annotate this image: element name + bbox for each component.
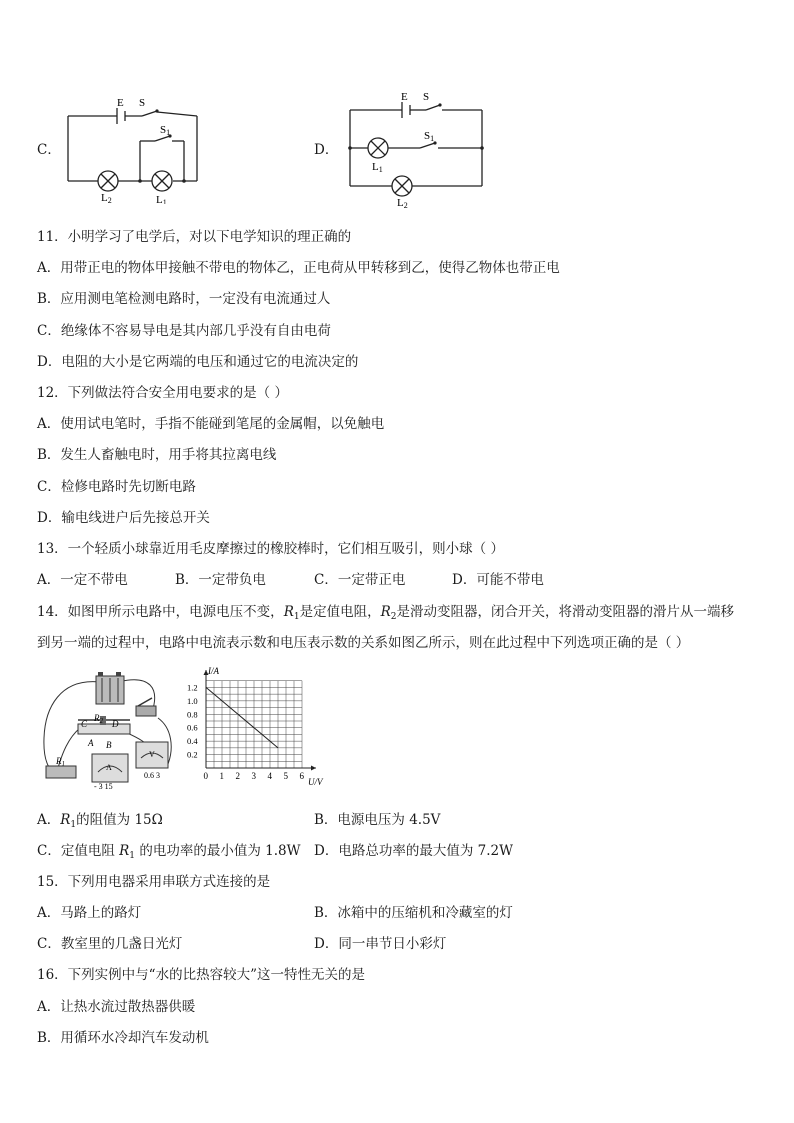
x-tick-label: 5 bbox=[283, 771, 288, 781]
x-axis-arrow bbox=[311, 766, 316, 771]
label-s: S bbox=[423, 91, 430, 103]
label-s1: S1 bbox=[424, 130, 435, 143]
q13-option-d: D．可能不带电 bbox=[452, 572, 544, 588]
q16-option-a: A．让热水流过散热器供暖 bbox=[37, 999, 196, 1015]
x-axis-label: U/V bbox=[308, 777, 323, 787]
q11-option-d: D．电阻的大小是它两端的电压和通过它的电流决定的 bbox=[37, 354, 359, 370]
series-line-0 bbox=[206, 687, 278, 747]
q12-option-a: A．使用试电笔时，手指不能碰到笔尾的金属帽，以免触电 bbox=[37, 416, 385, 432]
y-tick-label: 0.8 bbox=[187, 709, 198, 720]
circuit-apparatus-figure bbox=[40, 668, 180, 790]
label-l2: L2 bbox=[397, 197, 408, 210]
q14-option-a: A．$R_1$的阻值为 15Ω bbox=[37, 812, 163, 830]
circuit-diagram-c bbox=[60, 92, 210, 204]
q16-option-b: B．用循环水冷却汽车发动机 bbox=[37, 1030, 209, 1046]
label-l1: L1 bbox=[372, 161, 383, 174]
y-tick-label: 0.2 bbox=[187, 749, 198, 760]
label-r1: $R_1$ bbox=[56, 756, 65, 768]
option-c-label: C． bbox=[37, 142, 61, 158]
q12-option-c: C．检修电路时先切断电路 bbox=[37, 479, 196, 495]
y-tick-label: 1.0 bbox=[187, 695, 198, 706]
label-r2: $R_2$ bbox=[94, 713, 103, 725]
x-tick-label: 3 bbox=[251, 771, 256, 781]
q15-option-c: C．教室里的几盏日光灯 bbox=[37, 936, 183, 952]
q11-option-c: C．绝缘体不容易导电是其内部几乎没有自由电荷 bbox=[37, 323, 331, 339]
label-d: D bbox=[112, 719, 119, 729]
q11-option-a: A．用带正电的物体甲接触不带电的物体乙，正电荷从甲转移到乙，使得乙物体也带正电 bbox=[37, 260, 560, 276]
x-tick-label: 4 bbox=[267, 771, 272, 781]
x-tick-label: 1 bbox=[219, 771, 224, 781]
q12-option-d: D．输电线进户后先接总开关 bbox=[37, 510, 210, 526]
q14-stem-line1: 14．如图甲所示电路中，电源电压不变，$R_1$是定值电阻，$R_2$是滑动变阻器，闭合开关，将滑动变阻器的滑片从一端移 bbox=[37, 604, 734, 622]
label-c: C bbox=[81, 719, 88, 729]
q13-option-b: B．一定带负电 bbox=[175, 572, 266, 588]
ammeter-symbol: A bbox=[106, 763, 112, 772]
label-l1: L1 bbox=[156, 194, 167, 204]
q14-option-c: C．定值电阻 $R_1$ 的电功率的最小值为 1.8W bbox=[37, 843, 301, 861]
q15-stem: 15．下列用电器采用串联方式连接的是 bbox=[37, 874, 271, 890]
q15-option-d: D．同一串节日小彩灯 bbox=[314, 936, 447, 952]
q12-option-b: B．发生人畜触电时，用手将其拉离电线 bbox=[37, 447, 277, 463]
graph-axes bbox=[204, 670, 317, 771]
x-tick-label: 6 bbox=[299, 771, 304, 781]
voltmeter-scale: 0.6 3 bbox=[144, 771, 160, 780]
label-s: S bbox=[139, 97, 146, 109]
label-b: B bbox=[106, 740, 112, 750]
y-axis-label: I/A bbox=[208, 666, 219, 676]
iu-graph bbox=[184, 664, 334, 788]
x-tick-label: 0 bbox=[203, 771, 208, 781]
voltmeter-symbol: V bbox=[149, 750, 155, 759]
q13-option-c: C．一定带正电 bbox=[314, 572, 406, 588]
q11-option-b: B．应用测电笔检测电路时，一定没有电流通过人 bbox=[37, 291, 331, 307]
option-d-label: D． bbox=[314, 142, 339, 158]
q11-stem: 11．小明学习了电学后，对以下电学知识的理正确的 bbox=[37, 229, 352, 245]
circuit-diagram-d bbox=[340, 88, 500, 210]
y-tick-label: 0.6 bbox=[187, 722, 198, 733]
y-tick-label: 0.4 bbox=[187, 736, 198, 747]
label-a: A bbox=[88, 738, 94, 748]
q14-stem-line2: 到另一端的过程中，电路中电流表示数和电压表示数的关系如图乙所示，则在此过程中下列选项正确的是（ ） bbox=[37, 635, 690, 651]
x-tick-label: 2 bbox=[235, 771, 240, 781]
q13-stem: 13．一个轻质小球靠近用毛皮摩擦过的橡胶棒时，它们相互吸引，则小球（ ） bbox=[37, 541, 504, 557]
q13-option-a: A．一定不带电 bbox=[37, 572, 128, 588]
label-e: E bbox=[401, 91, 408, 103]
q15-option-b: B．冰箱中的压缩机和冷藏室的灯 bbox=[314, 905, 513, 921]
y-tick-label: 1.2 bbox=[187, 682, 198, 693]
label-s1: S1 bbox=[160, 124, 171, 137]
label-e: E bbox=[117, 97, 124, 109]
graph-series bbox=[206, 687, 278, 747]
q15-option-a: A．马路上的路灯 bbox=[37, 905, 142, 921]
q12-stem: 12．下列做法符合安全用电要求的是（ ） bbox=[37, 385, 288, 401]
q14-option-d: D．电路总功率的最大值为 7.2W bbox=[314, 843, 513, 859]
ammeter-scale: - 3 15 bbox=[94, 782, 113, 790]
q16-stem: 16．下列实例中与“水的比热容较大”这一特性无关的是 bbox=[37, 967, 365, 983]
label-l2: L2 bbox=[101, 192, 112, 204]
graph-grid bbox=[206, 681, 302, 768]
q14-option-b: B．电源电压为 4.5V bbox=[314, 812, 441, 828]
